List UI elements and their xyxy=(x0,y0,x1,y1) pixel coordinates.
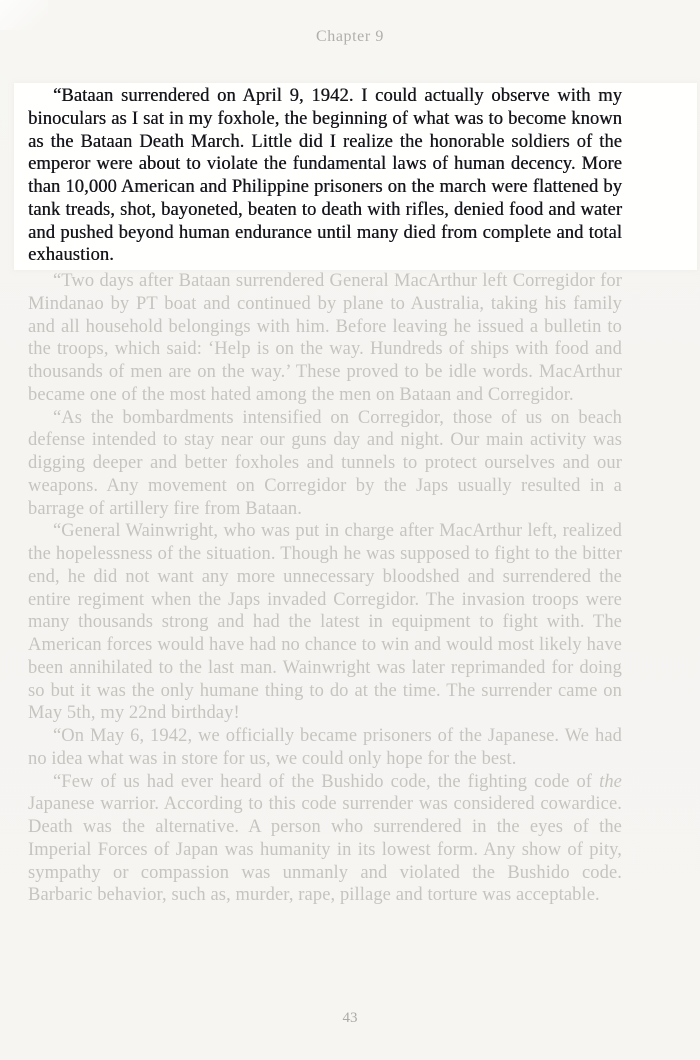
scan-sheen xyxy=(0,0,48,30)
paragraph-bushido-prefix: “Few of us had ever heard of the Bushido code, the fighting code of xyxy=(53,771,600,792)
paragraph-macarthur-leaves: “Two days after Bataan surrendered General MacArthur left Corregidor for Mindanao by PT boat and continued by plane to Australia, taking his family and all household belongings with him. Before leaving he issued a bulletin to the troops, which said: ‘Help is on the way. Hundreds of ships with food and thousands of men are on the way.’ These proved to be idle words. MacArthur became one of the most hated among the men on Bataan and Corregidor. xyxy=(28,271,622,405)
highlighted-paragraph-block xyxy=(14,83,697,270)
paragraph-bushido-code xyxy=(28,771,622,908)
page-number: 43 xyxy=(342,1010,358,1026)
paragraph-wainwright-surrender: “General Wainwright, who was put in charge after MacArthur left, realized the hopelessness of the situation. Though he was supposed to fight to the bitter end, he did not want any more unnecessary bloodshed and surrendered the entire regiment when the Japs invaded Corregidor. The invasion troops were many thousands strong and had the latest in equipment to fight with. The American forces would have had no chance to win and would most likely have been annihilated to the last man. Wainwright was later reprimanded for doing so but it was the only humane thing to do at the time. The surrender came on May 5th, my 22nd birthday! xyxy=(28,521,622,724)
paragraph-bataan-surrender: “Bataan surrendered on April 9, 1942. I could actually observe with my binoculars as I sat in my foxhole, the beginning of what was to become known as the Bataan Death March. Little did I realize the honorable soldiers of the emperor were about to violate the fundamental laws of human decency. More than 10,000 American and Philippine prisoners on the march were flattened by tank treads, shot, bayoneted, beaten to death with rifles, denied food and water and pushed beyond human endurance until many died from complete and total exhaustion. xyxy=(28,86,622,266)
page-text-column xyxy=(28,83,622,907)
paragraph-prisoners: “On May 6, 1942, we officially became prisoners of the Japanese. We had no idea what was in store for us, we could only hope for the best. xyxy=(28,726,622,769)
paragraph-bombardments: “As the bombardments intensified on Corregidor, those of us on beach defense intended to stay near our guns day and night. Our main activity was digging deeper and better foxholes and tunnels to protect ourselves and our weapons. Any movement on Corregidor by the Japs usually resulted in a barrage of artillery fire from Bataan. xyxy=(28,407,622,519)
paragraph-bushido-italic-word: the xyxy=(599,771,622,792)
paragraph-bushido-suffix: Japanese warrior. According to this code surrender was considered cowardice. Death was the alternative. A person who surrendered in the eyes of the Imperial Forces of Japan was humanity in its lowest form. Any show of pity, sympathy or compassion was unmanly and violated the Bushido code. Barbaric behavior, such as, murder, rape, pillage and torture was acceptable. xyxy=(28,794,622,906)
chapter-header: Chapter 9 xyxy=(315,28,385,45)
